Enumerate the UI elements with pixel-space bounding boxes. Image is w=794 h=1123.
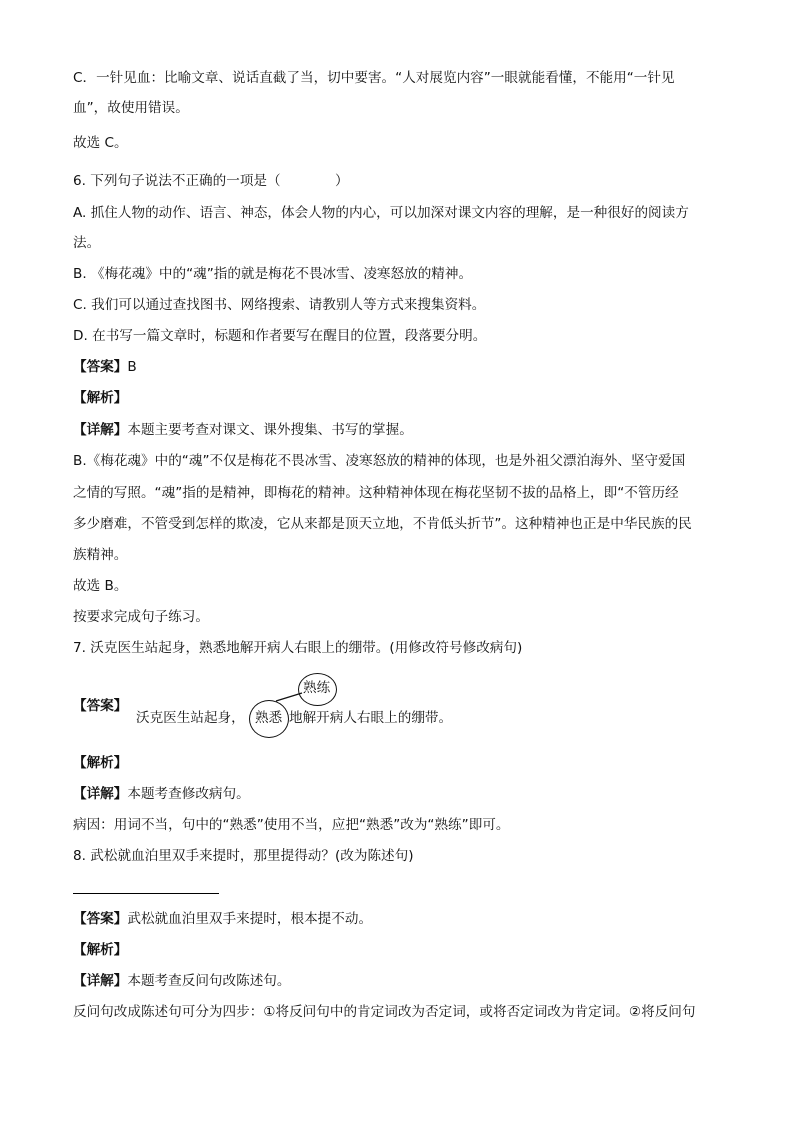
answer-tag: 【答案】 bbox=[73, 359, 128, 375]
replacement-word: 熟练 bbox=[303, 680, 331, 696]
answer-line bbox=[73, 909, 372, 929]
sentence-after: 地解开病人右眼上的绷带。 bbox=[289, 710, 453, 726]
analysis-tag: 【解析】 bbox=[73, 942, 128, 958]
text-line: 血”，故使用错误。 bbox=[73, 100, 189, 116]
answer-value: 武松就血泊里双手来提时，根本提不动。 bbox=[127, 911, 373, 927]
option-d: D. 在书写一篇文章时，标题和作者要写在醒目的位置，段落要分明。 bbox=[73, 328, 487, 344]
text-line: 故选 B。 bbox=[73, 578, 128, 594]
detail-tag: 【详解】 bbox=[73, 422, 128, 438]
answer-value: B bbox=[127, 359, 137, 375]
question-8-stem: 8. 武松就血泊里双手来提时，那里提得动？(改为陈述句) bbox=[73, 848, 414, 864]
detail-text: 本题考查反问句改陈述句。 bbox=[127, 973, 291, 989]
answer-blank-line bbox=[73, 893, 219, 894]
answer-tag: 【答案】 bbox=[73, 911, 128, 927]
option-a-cont: 法。 bbox=[73, 235, 101, 251]
text-line: B.《梅花魂》中的“魂”不仅是梅花不畏冰雪、凌寒怒放的精神的体现，也是外祖父漂泊海外、坚守爱国 bbox=[73, 453, 686, 469]
text-line: 之情的写照。“魂”指的是精神，即梅花的精神。这种精神体现在梅花坚韧不拔的品格上，即“不管历经 bbox=[73, 485, 679, 501]
answer-line bbox=[73, 357, 137, 377]
detail-line bbox=[73, 420, 413, 440]
wrong-word: 熟悉 bbox=[255, 710, 283, 726]
text-line: 病因：用词不当，句中的“熟悉”使用不当，应把“熟悉”改为“熟练”即可。 bbox=[73, 817, 510, 833]
question-6-stem: 6. 下列句子说法不正确的一项是（ ） bbox=[73, 173, 349, 189]
analysis-tag: 【解析】 bbox=[73, 755, 128, 771]
question-7-stem: 7. 沃克医生站起身，熟悉地解开病人右眼上的绷带。(用修改符号修改病句) bbox=[73, 640, 523, 656]
detail-line bbox=[73, 784, 250, 804]
detail-line bbox=[73, 971, 291, 991]
option-c: C. 我们可以通过查找图书、网络搜索、请教别人等方式来搜集资料。 bbox=[73, 297, 486, 313]
section-instruction: 按要求完成句子练习。 bbox=[73, 609, 209, 625]
text-line: 多少磨难，不管受到怎样的欺凌，它从来都是顶天立地，不肯低头折节”。这种精神也正是中华民族的民 bbox=[73, 516, 692, 532]
detail-text: 本题主要考查对课文、课外搜集、书写的掌握。 bbox=[127, 422, 413, 438]
text-line: 反问句改成陈述句可分为四步：①将反问句中的肯定词改为否定词，或将否定词改为肯定词。②将反问句 bbox=[73, 1004, 696, 1020]
text-line: 族精神。 bbox=[73, 547, 128, 563]
option-a: A. 抓住人物的动作、语言、神态，体会人物的内心，可以加深对课文内容的理解，是一种很好的阅读方 bbox=[73, 205, 689, 221]
detail-tag: 【详解】 bbox=[73, 973, 128, 989]
detail-tag: 【详解】 bbox=[73, 786, 128, 802]
option-b: B. 《梅花魂》中的“魂”指的就是梅花不畏冰雪、凌寒怒放的精神。 bbox=[73, 266, 473, 282]
analysis-tag: 【解析】 bbox=[73, 390, 128, 406]
detail-text: 本题考查修改病句。 bbox=[127, 786, 250, 802]
text-line: 故选 C。 bbox=[73, 135, 128, 151]
answer-tag: 【答案】 bbox=[73, 698, 128, 714]
sentence-before: 沃克医生站起身， bbox=[136, 710, 245, 726]
text-line: C．一针见血：比喻文章、说话直截了当，切中要害。“人对展览内容”一眼就能看懂，不能用“一针见 bbox=[73, 70, 675, 86]
